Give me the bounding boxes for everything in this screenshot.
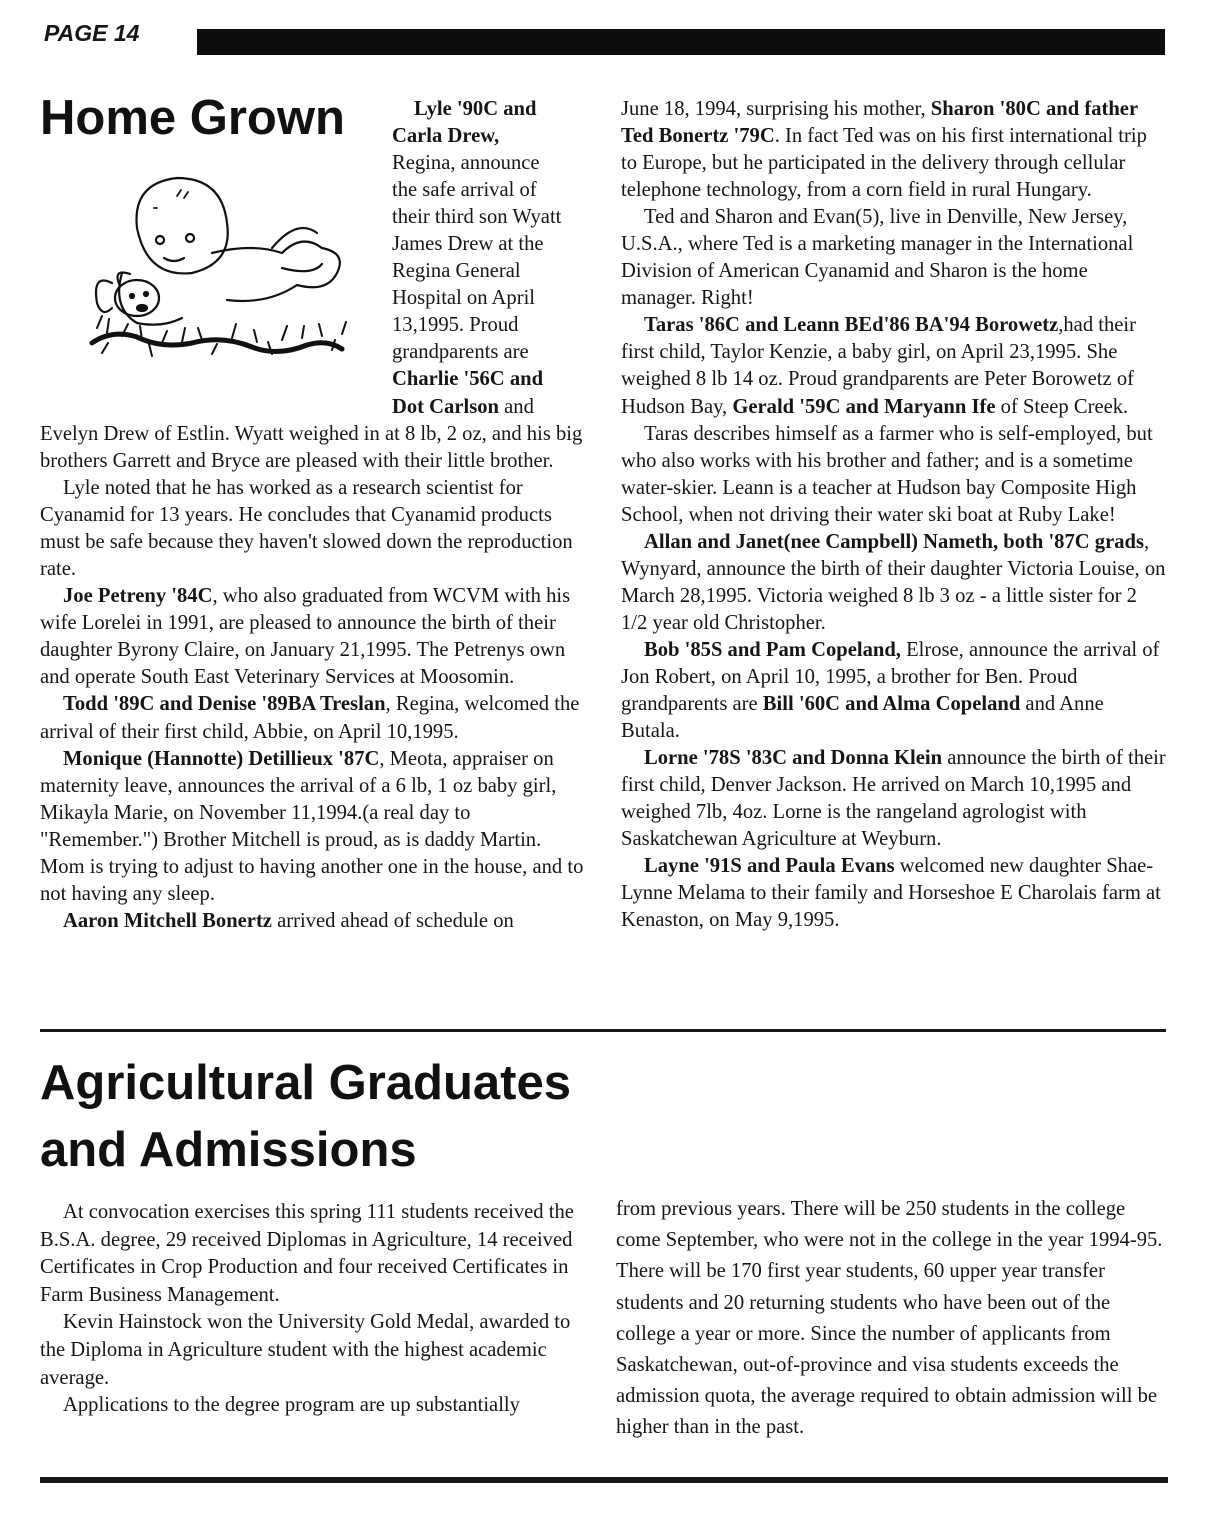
page-number: PAGE 14 (44, 20, 140, 46)
text: , who also graduated from WCVM with his wife Lorelei in 1991, are pleased to announce the birth of their daughter Byrony Claire, on January 21,1995. The Petrenys own and operate South East Veterinary Services at Moosomin. (40, 585, 571, 689)
paragraph (621, 853, 1166, 934)
text: arrived ahead of schedule on (271, 909, 514, 932)
name: Lorne '78S '83C and Donna Klein (644, 747, 943, 770)
bottom-rule (40, 1477, 1168, 1483)
intro-line: Regina, announce (392, 152, 540, 175)
intro-line: Lyle '90C and (414, 98, 537, 120)
text: , Meota, appraiser on maternity leave, announces the arrival of a 6 lb, 1 oz baby girl, Mikayla Marie, on November 11,1994.(a real day to "Remember.") Brother Mitchell is proud, as is daddy Martin. Mom is trying to adjust to having another one in the house, and to not having any sleep. (40, 747, 584, 905)
paragraph: Taras describes himself as a farmer who is self-employed, but who also works with his brother and father; and is a sometime water-skier. Leann is a teacher at Hudson bay Composite High School, when not driving their water ski boat at Ruby Lake! (621, 422, 1153, 526)
name: Monique (Hannotte) Detillieux '87C (63, 747, 380, 770)
name: Layne '91S and Paula Evans (644, 855, 895, 878)
paragraph (621, 745, 1166, 853)
name: Gerald '59C and Maryann Ife (732, 395, 996, 418)
paragraph (621, 96, 1166, 204)
paragraph: Lyle noted that he has worked as a research scientist for Cyanamid for 13 years. He concludes that Cyanamid products must be safe because they haven't slowed down the reproduction rate. (40, 477, 573, 581)
name: Todd '89C and Denise '89BA Treslan (63, 693, 386, 716)
ag-grads-heading (40, 1050, 571, 1184)
text: , Wynyard, announce the birth of their daughter Victoria Louise, on March 28,1995. Victoria weighed 8 lb 3 oz - a little sister for 2 1/2 year old Christopher. (621, 530, 1166, 634)
intro-line: Dot Carlson (392, 395, 499, 418)
text: . In fact Ted was on his first international trip to Europe, but he participated in the delivery through cellular telephone technology, from a corn field in rural Hungary. (621, 125, 1147, 202)
name: Joe Petreny '84C (63, 585, 213, 608)
paragraph (621, 529, 1166, 637)
paragraph (40, 908, 585, 935)
name: Sharon '80C and father Ted Bonertz '79C (621, 98, 1138, 148)
baby-illustration (82, 168, 382, 378)
intro-line: Carla Drew, (392, 125, 500, 148)
intro-line: 13,1995. Proud (392, 314, 519, 337)
intro-line: Regina General (392, 260, 521, 283)
text: , Regina, welcomed the arrival of their first child, Abbie, on April 10,1995. (40, 693, 580, 743)
paragraph (621, 637, 1166, 745)
header-bar (197, 29, 1165, 55)
paragraph (621, 312, 1166, 420)
text: Elrose, announce the arrival of Jon Robert, on April 10, 1995, a brother for Ben. Proud grandparents are (621, 638, 1160, 716)
heading-line: Agricultural Graduates (40, 1056, 571, 1110)
ag-grads-right-column (616, 1194, 1166, 1444)
home-grown-left-column (40, 421, 585, 935)
paragraph (40, 583, 585, 691)
text: June 18, 1994, surprising his mother, (621, 98, 931, 120)
paragraph: Ted and Sharon and Evan(5), live in Denville, New Jersey, U.S.A., where Ted is a marketing manager in the International Division of American Cyanamid and Sharon is the home manager. Right! (621, 206, 1134, 310)
paragraph: Kevin Hainstock won the University Gold Medal, awarded to the Diploma in Agriculture student with the highest academic average. (40, 1311, 571, 1389)
home-grown-right-column (621, 96, 1166, 934)
paragraph: Evelyn Drew of Estlin. Wyatt weighed in at 8 lb, 2 oz, and his big brothers Garrett and Bryce are pleased with their little brother. (40, 423, 583, 473)
name: Allan and Janet(nee Campbell) Nameth, both '87C grads (644, 530, 1144, 553)
text: of Steep Creek. (995, 395, 1129, 418)
section-divider (40, 1029, 1166, 1032)
name: Taras '86C and Leann BEd'86 BA'94 Borowetz (644, 314, 1059, 337)
home-grown-heading: Home Grown (40, 91, 345, 145)
text: and Anne Butala. (621, 693, 1104, 743)
paragraph (40, 691, 585, 745)
intro-line: and (498, 395, 534, 418)
text: announce the birth of their first child, Denver Jackson. He arrived on March 10,1995 and weighed 7lb, 4oz. Lorne is the rangeland agrologist with Saskatchewan Agriculture at Weyburn. (621, 747, 1166, 851)
paragraph (40, 746, 585, 908)
text: welcomed new daughter Shae-Lynne Melama to their family and Horseshoe E Charolais farm at Kenaston, on May 9,1995. (621, 855, 1161, 932)
heading-line: and Admissions (40, 1123, 417, 1177)
intro-line: Charlie '56C and (392, 368, 544, 391)
intro-line: James Drew at the (392, 233, 544, 256)
intro-line: grandparents are (392, 341, 529, 364)
intro-line: the safe arrival of (392, 179, 537, 202)
paragraph: At convocation exercises this spring 111 students received the B.S.A. degree, 29 received Diplomas in Agriculture, 14 received Certificates in Crop Production and four received Certificates in Farm Business Management. (40, 1201, 574, 1306)
intro-line: Hospital on April (392, 287, 536, 310)
name: Bob '85S and Pam Copeland, (644, 638, 901, 661)
name: Aaron Mitchell Bonertz (63, 909, 272, 932)
intro-line: their third son Wyatt (392, 206, 562, 229)
paragraph: Applications to the degree program are up substantially (63, 1394, 520, 1417)
text: ,had their first child, Taylor Kenzie, a baby girl, on April 23,1995. She weighed 8 lb 14 oz. Proud grandparents are Peter Borowetz of Hudson Bay, (621, 314, 1137, 418)
home-grown-intro (392, 96, 592, 421)
name: Bill '60C and Alma Copeland (762, 693, 1021, 716)
paragraph: from previous years. There will be 250 students in the college come September, who were not in the college in the year 1994-95. There will be 170 first year students, 60 upper year transfer students and 20 returning students who have been out of the college a year or more. Since the number of applicants from Saskatchewan, out-of-province and visa students exceeds the admission quota, the average required to obtain admission will be higher than in the past. (616, 1198, 1163, 1439)
ag-grads-left-column (40, 1199, 585, 1420)
